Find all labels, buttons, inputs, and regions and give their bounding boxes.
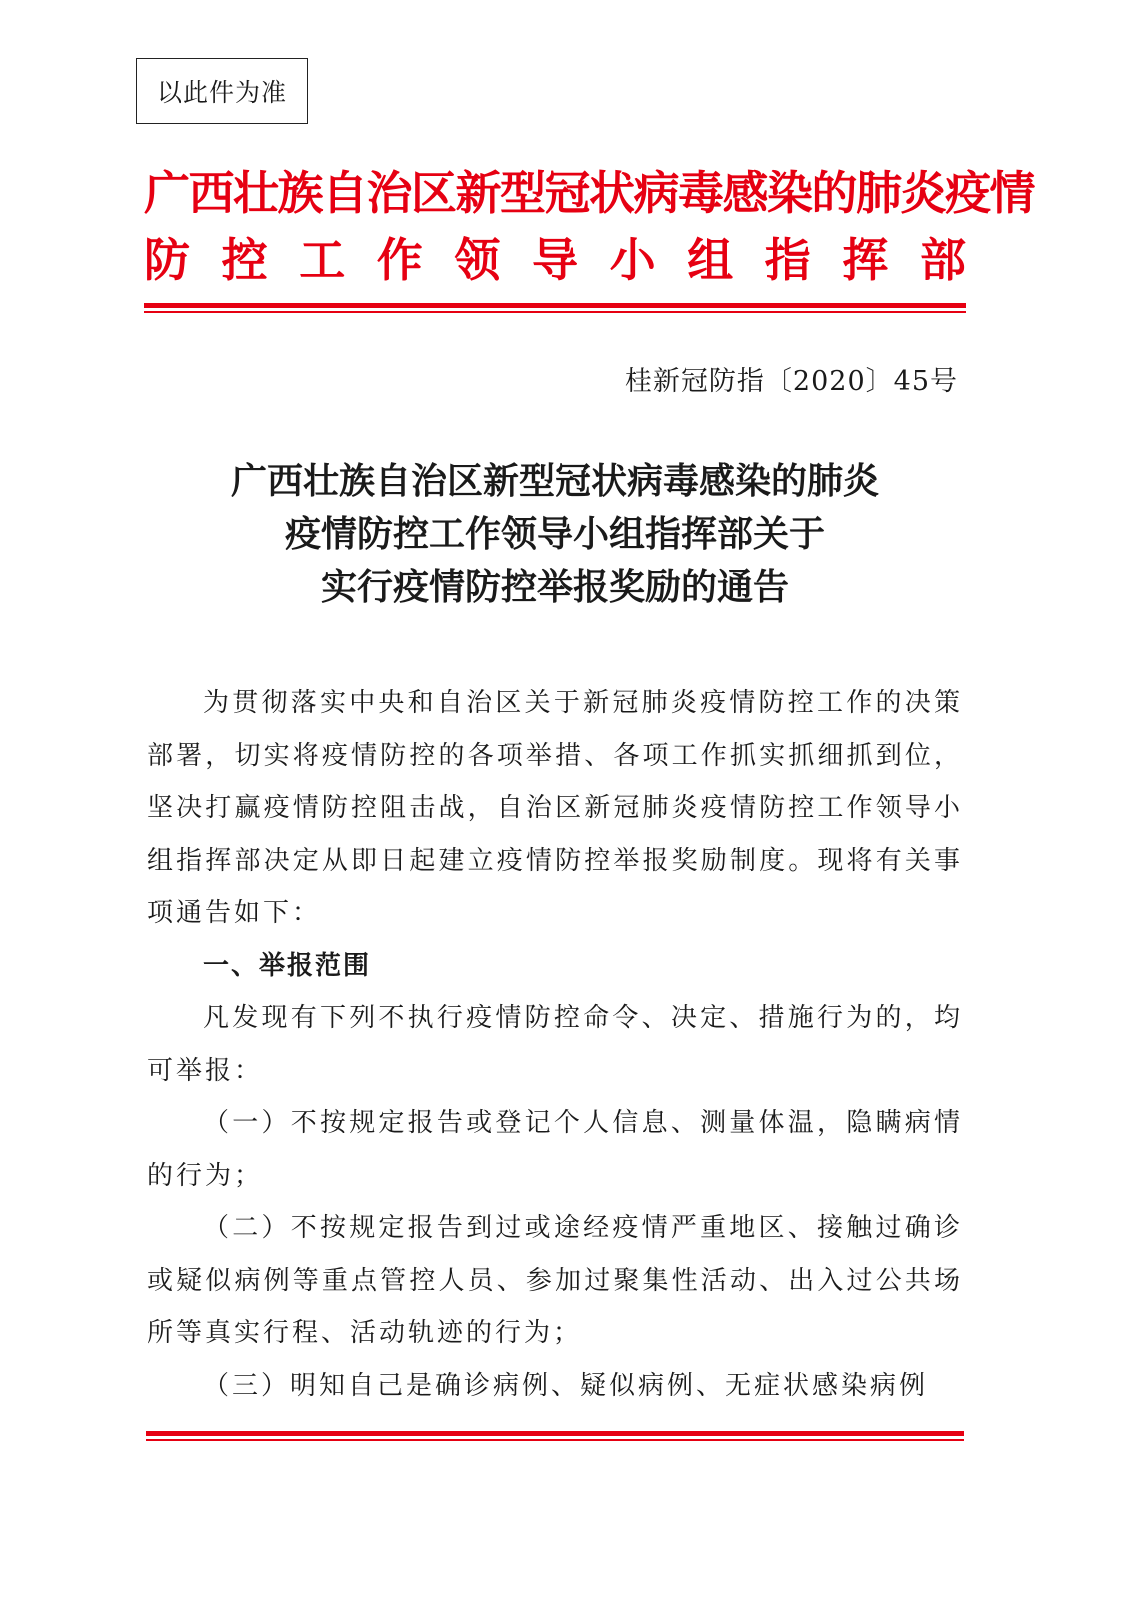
notice-title-line1: 广西壮族自治区新型冠状病毒感染的肺炎 [230,460,879,502]
notice-title [144,455,966,614]
notice-title-line3: 实行疫情防控举报奖励的通告 [320,566,789,608]
intro-paragraph: 为贯彻落实中央和自治区关于新冠肺炎疫情防控工作的决策部署，切实将疫情防控的各项举措、各项工作抓实抓细抓到位，坚决打赢疫情防控阻击战，自治区新冠肺炎疫情防控工作领导小组指挥部决定从即日起建立疫情防控举报奖励制度。现将有关事项通告如下： [147,688,963,928]
section-heading-report-scope: 一、举报范围 [203,950,372,981]
stamp-text: 以此件为准 [156,78,287,107]
stamp-box [136,58,308,124]
scope-item-1: （一）不按规定报告或登记个人信息、测量体温，隐瞒病情的行为； [147,1108,963,1191]
header-red-rule-thick [144,303,966,308]
issuer-name-line2: 防控工作领导小组指挥部 [144,233,966,287]
footer-red-rule-thick [146,1431,964,1436]
footer-red-rule-thin [146,1439,964,1441]
document-number: 桂新冠防指〔2020〕45号 [624,366,958,397]
notice-title-line2: 疫情防控工作领导小组指挥部关于 [284,513,825,555]
scope-item-2: （二）不按规定报告到过或途经疫情严重地区、接触过确诊或疑似病例等重点管控人员、参加过聚集性活动、出入过公共场所等真实行程、活动轨迹的行为； [147,1213,963,1348]
header-red-rule-thin [144,311,966,313]
scope-item-3: （三）明知自己是确诊病例、疑似病例、无症状感染病例 [203,1370,929,1401]
notice-body [147,677,963,1412]
scope-paragraph: 凡发现有下列不执行疫情防控命令、决定、措施行为的，均可举报： [147,1003,963,1086]
issuer-name-line1: 广西壮族自治区新型冠状病毒感染的肺炎疫情 [144,166,1034,220]
